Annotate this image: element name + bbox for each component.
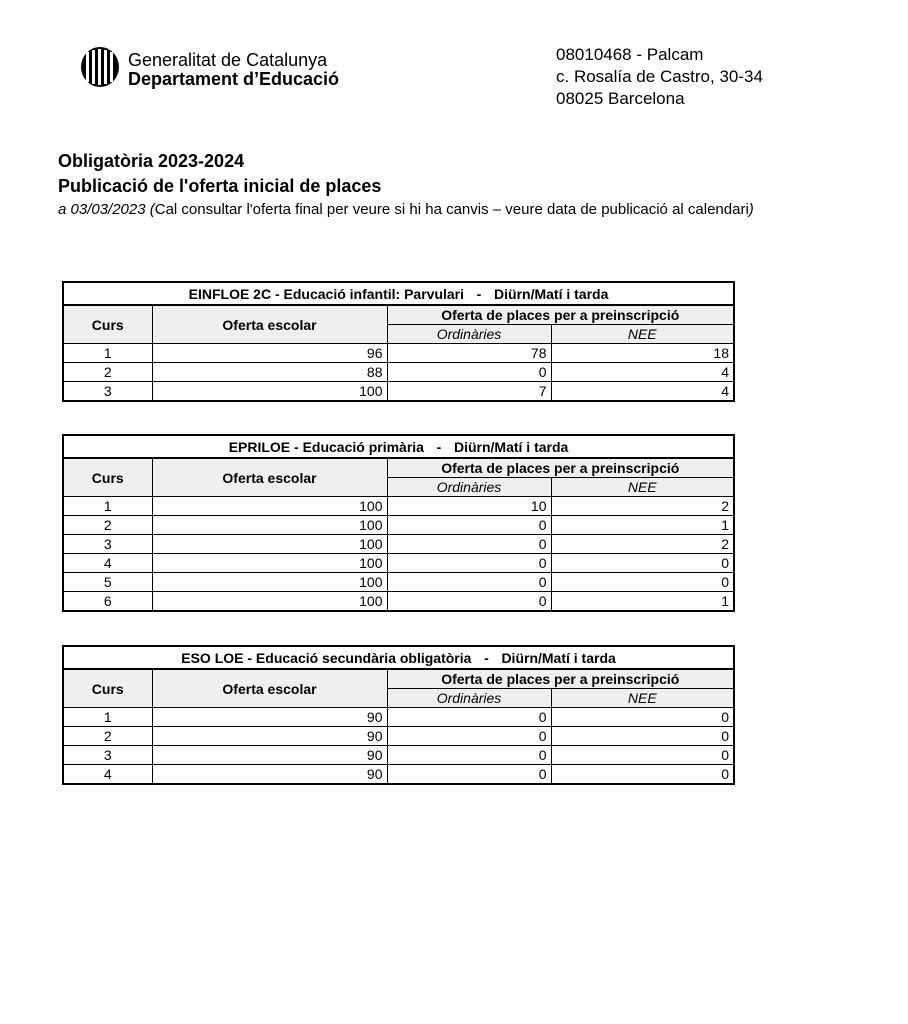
cell-curs: 5 [63, 573, 152, 592]
col-ordinaries: Ordinàries [387, 325, 551, 344]
col-ordinaries: Ordinàries [387, 478, 551, 497]
cell-nee: 0 [551, 573, 734, 592]
cell-ordinaries: 0 [387, 727, 551, 746]
table-row [63, 554, 734, 573]
cell-curs: 2 [63, 516, 152, 535]
cell-ordinaries: 0 [387, 535, 551, 554]
offer-table-eso [62, 645, 735, 785]
table-title-separator: - [484, 649, 489, 666]
cell-curs: 3 [63, 382, 152, 402]
cell-curs: 3 [63, 535, 152, 554]
cell-ordinaries: 10 [387, 497, 551, 516]
publication-note [58, 199, 754, 221]
table-title [63, 435, 734, 458]
cell-curs: 2 [63, 727, 152, 746]
col-nee: NEE [551, 325, 734, 344]
table-row [63, 344, 734, 363]
col-curs: Curs [63, 458, 152, 497]
cell-nee: 0 [551, 554, 734, 573]
table-row [63, 497, 734, 516]
publication-note-text: Cal consultar l'oferta final per veure si hi ha canvis – veure data de publicació al calendari [154, 201, 749, 218]
cell-oferta: 100 [152, 516, 387, 535]
table-row [63, 535, 734, 554]
table-title [63, 282, 734, 305]
table-row [63, 382, 734, 402]
cell-oferta: 88 [152, 363, 387, 382]
publication-note-close: ) [748, 201, 754, 218]
cell-nee: 18 [551, 344, 734, 363]
cell-oferta: 100 [152, 592, 387, 612]
table-row [63, 363, 734, 382]
org-line-1: Generalitat de Catalunya [128, 50, 328, 70]
table-code: EINFLOE 2C - Educació infantil: Parvulari [188, 285, 465, 302]
table-code: ESO LOE - Educació secundària obligatòria [181, 649, 472, 666]
cell-nee: 1 [551, 592, 734, 612]
cell-ordinaries: 0 [387, 554, 551, 573]
col-oferta-escolar: Oferta escolar [152, 458, 387, 497]
cell-nee: 4 [551, 363, 734, 382]
cell-curs: 6 [63, 592, 152, 612]
cell-oferta: 90 [152, 708, 387, 727]
document-heading [58, 149, 754, 221]
col-oferta-escolar: Oferta escolar [152, 305, 387, 344]
document-title: Obligatòria 2023-2024 [58, 151, 245, 171]
cell-oferta: 100 [152, 382, 387, 402]
offer-table-einfloe [62, 281, 735, 402]
table-row [63, 592, 734, 612]
offer-table-epriloe [62, 434, 735, 612]
col-curs: Curs [63, 669, 152, 708]
cell-ordinaries: 0 [387, 516, 551, 535]
cell-ordinaries: 0 [387, 363, 551, 382]
cell-ordinaries: 0 [387, 708, 551, 727]
cell-curs: 1 [63, 497, 152, 516]
address-line-1: 08010468 - Palcam [556, 45, 704, 64]
cell-nee: 2 [551, 535, 734, 554]
col-curs: Curs [63, 305, 152, 344]
cell-curs: 1 [63, 708, 152, 727]
cell-curs: 1 [63, 344, 152, 363]
address-line-2: c. Rosalía de Castro, 30-34 [556, 67, 763, 86]
cell-ordinaries: 0 [387, 746, 551, 765]
cell-oferta: 100 [152, 573, 387, 592]
table-schedule: Diürn/Matí i tarda [501, 649, 616, 666]
table-row [63, 708, 734, 727]
cell-curs: 4 [63, 554, 152, 573]
cell-nee: 0 [551, 746, 734, 765]
school-address [556, 44, 763, 110]
cell-ordinaries: 0 [387, 765, 551, 785]
table-row [63, 765, 734, 785]
publication-date: a 03/03/2023 ( [58, 201, 155, 218]
table-row [63, 727, 734, 746]
organization-name [128, 51, 339, 89]
col-ordinaries: Ordinàries [387, 689, 551, 708]
cell-nee: 2 [551, 497, 734, 516]
table-schedule: Diürn/Matí i tarda [494, 285, 609, 302]
cell-oferta: 100 [152, 497, 387, 516]
table-row [63, 746, 734, 765]
cell-ordinaries: 7 [387, 382, 551, 402]
cell-nee: 0 [551, 727, 734, 746]
table-title-separator: - [476, 285, 482, 302]
cell-oferta: 100 [152, 535, 387, 554]
cell-oferta: 100 [152, 554, 387, 573]
cell-nee: 4 [551, 382, 734, 402]
col-nee: NEE [551, 478, 734, 497]
document-subtitle: Publicació de l'oferta inicial de places [58, 176, 382, 196]
col-oferta-escolar: Oferta escolar [152, 669, 387, 708]
table-title-separator: - [436, 438, 442, 455]
col-nee: NEE [551, 689, 734, 708]
org-line-2: Departament d’Educació [128, 69, 340, 89]
table-row [63, 573, 734, 592]
table-row [63, 516, 734, 535]
cell-oferta: 90 [152, 765, 387, 785]
cell-curs: 4 [63, 765, 152, 785]
cell-ordinaries: 78 [387, 344, 551, 363]
cell-curs: 3 [63, 746, 152, 765]
cell-nee: 0 [551, 708, 734, 727]
cell-nee: 1 [551, 516, 734, 535]
table-code: EPRILOE - Educació primària [228, 438, 424, 455]
generalitat-logo-icon [80, 46, 120, 88]
col-preinscripcio: Oferta de places per a preinscripció [387, 458, 734, 478]
table-title [63, 646, 734, 669]
address-line-3: 08025 Barcelona [556, 89, 685, 108]
cell-oferta: 90 [152, 727, 387, 746]
cell-nee: 0 [551, 765, 734, 785]
cell-ordinaries: 0 [387, 592, 551, 612]
col-preinscripcio: Oferta de places per a preinscripció [387, 305, 734, 325]
cell-ordinaries: 0 [387, 573, 551, 592]
cell-curs: 2 [63, 363, 152, 382]
col-preinscripcio: Oferta de places per a preinscripció [387, 669, 734, 689]
table-schedule: Diürn/Matí i tarda [453, 438, 569, 455]
cell-oferta: 96 [152, 344, 387, 363]
cell-oferta: 90 [152, 746, 387, 765]
